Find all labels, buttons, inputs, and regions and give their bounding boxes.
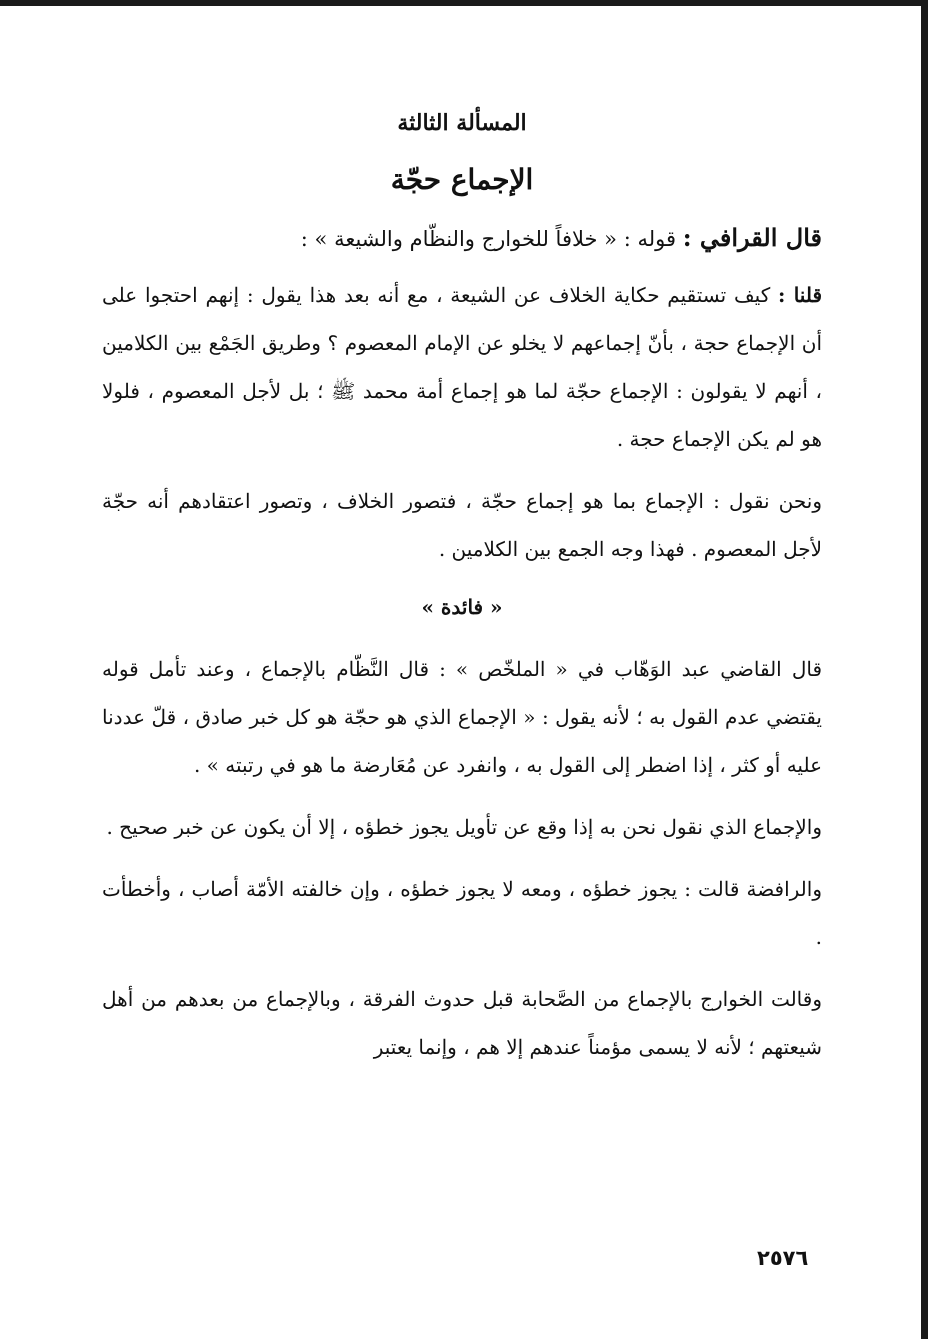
paragraph-text: كيف تستقيم حكاية الخلاف عن الشيعة ، مع أنه بعد هذا يقول : إنهم احتجوا على أن الإجماع حجة ، بأنّ إجماعهم لا يخلو عن الإمام المعصوم ؟ وطريق الجَمْع بين الكلامين ، أنهم لا يقولون : الإجماع حجّة لما هو إجماع أمة محمد ﷺ ؛ بل لأجل المعصوم ، فلولا هو لم يكن الإجماع حجة . xyxy=(102,283,822,451)
quote-speaker: قال القرافي : xyxy=(682,223,822,252)
scan-border-right xyxy=(921,0,928,1339)
section-heading: الإجماع حجّة xyxy=(390,163,534,196)
paragraph: والرافضة قالت : يجوز خطؤه ، ومعه لا يجوز خطؤه ، وإن خالفته الأمّة أصاب ، وأخطأت . xyxy=(102,877,822,949)
paragraph-lead: قلنا : xyxy=(777,283,823,307)
paragraph xyxy=(102,271,822,463)
page-body xyxy=(102,108,822,1085)
paragraph-text: ونحن نقول : الإجماع بما هو إجماع حجّة ، فتصور الخلاف ، وتصور اعتقادهم أنه حجّة لأجل المعصوم . فهذا وجه الجمع بين الكلامين . xyxy=(102,489,822,561)
scan-border-top xyxy=(0,0,928,6)
benefit-heading: « فائدة » xyxy=(421,595,503,619)
paragraph: والإجماع الذي نقول نحن به إذا وقع عن تأويل يجوز خطؤه ، إلا أن يكون عن خبر صحيح . xyxy=(106,815,822,839)
paragraph: وقالت الخوارج بالإجماع من الصَّحابة قبل حدوث الفرقة ، وبالإجماع من بعدهم من أهل شيعتهم ؛ لأنه لا يسمى مؤمناً عندهم إلا هم ، وإنما يعتبر xyxy=(102,987,822,1059)
quote-text: قوله : « خلافاً للخوارج والنظّام والشيعة » : xyxy=(300,227,676,251)
paragraph: قال القاضي عبد الوَهّاب في « الملخّص » : قال النَّظّام بالإجماع ، وعند تأمل قوله يقتضي عدم القول به ؛ لأنه يقول : « الإجماع الذي هو حجّة هو كل خبر صادق ، قلّ عددنا عليه أو كثر ، إذا اضطر إلى القول به ، وانفرد عن مُعَارضة ما هو في رتبته » . xyxy=(102,657,822,777)
page-number: ٢٥٧٦ xyxy=(757,1246,809,1270)
quote-line xyxy=(102,218,822,259)
paragraph xyxy=(102,477,822,573)
section-title: المسألة الثالثة xyxy=(397,110,527,136)
